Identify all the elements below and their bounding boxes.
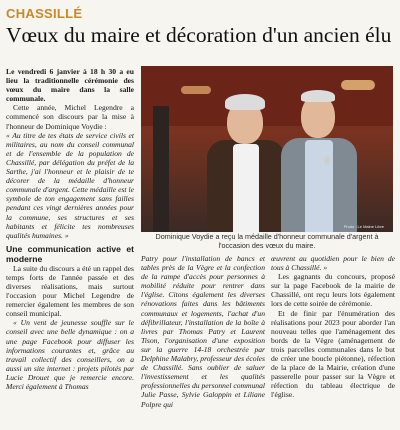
- subheading: Une communication active et moderne: [6, 243, 134, 264]
- article-photo: [141, 66, 393, 232]
- person-right: [279, 82, 359, 232]
- body-paragraph: Cette année, Michel Legendre a commencé son discours par la mise à l'honneur de Dominique Voydie :: [6, 103, 134, 131]
- column-1: [6, 67, 134, 391]
- body-paragraph: Les gagnants du concours, proposé sur la page Facebook de la mairie de Chassillé, ont reçu leurs lots également lors de cette soirée de cérémonie.: [271, 272, 395, 309]
- quote-paragraph: « Un vent de jeunesse souffle sur le conseil avec une belle dynamique : on a une page Facebook pour diffuser les informations courantes et, grâce au travail collectif des conseillers, on a aussi un site internet : projets pilotés par Lucie Drouet que je remercie encore. Merci également à Thomas: [6, 318, 134, 391]
- body-paragraph: Et de finir par l'énumération des réalisations pour 2023 pour aborder l'an nouveau telles que l'aménagement des bords de la Vègre (aménagement de trois parcelles communales dans le but de créer une boucle piétonne), réfection de la place de la Mairie, création d'une passerelle pour passer sur la Vègre et réfection du tableau électrique de l'église.: [271, 308, 395, 400]
- column-3: [271, 254, 395, 400]
- quote-paragraph: « Au titre de tes états de service civils et militaires, au nom du conseil communal et de l'ensemble de la population de Chassillé, par délégation du préfet de la Sarthe, j'ai l'honneur et le plaisir de te décorer de la médaille d'honneur communale d'argent. Cette médaille est le symbole de ton engagement sans failles pendant ces vingt dernières années pour la commune, ses structures et ses habitants et félicite tes nombreuses qualités humaines. »: [6, 130, 134, 240]
- body-paragraph: La suite du discours a été un rappel des temps forts de l'année passée et des diverses réalisations, mais surtout l'occasion pour Michel Legendre de remercier également les membres de son conseil municipal.: [6, 263, 134, 319]
- medal-icon: [324, 156, 330, 165]
- lead-paragraph: Le vendredi 6 janvier à 18 h 30 a eu lieu la traditionnelle cérémonie des vœux du maire dans la salle communale.: [6, 67, 134, 104]
- photo-caption: Dominique Voydie a reçu la médaille d'honneur communale d'argent à l'occasion des vœux du maire.: [155, 232, 379, 250]
- headline: Vœux du maire et décoration d'un ancien élu: [6, 23, 392, 47]
- section-kicker: CHASSILLÉ: [6, 6, 83, 21]
- pillar: [153, 106, 169, 232]
- person-left: [203, 86, 289, 232]
- photo-credit: Photo : Le Maine Libre: [343, 224, 384, 229]
- shirt: [233, 144, 259, 232]
- column-2: [141, 254, 265, 409]
- shirt: [305, 140, 333, 232]
- hair: [301, 90, 335, 102]
- quote-paragraph: œuvrent au quotidien pour le bien de tous à Chassillé. »: [271, 254, 395, 273]
- hair: [225, 94, 265, 110]
- quote-paragraph: Patry pour l'installation de bancs et tables près de la Vègre et la confection de la rampe d'accès pour personnes à mobilité réduite pour rentrer dans l'église. Citons également les diverses rénovations faites dans les bâtiments communaux et logements, l'achat d'un défibrillateur, l'installation de la boîte à livres par Thomas Patry et Laurent Tison, l'organisation d'une exposition sur la guerre 14-18 orchestrée par Delphine Malabry, professeur des écoles de Chassillé. Sans oublier de saluer l'investissement et les qualités professionnelles du personnel communal Julie Passe, Sylvie Galoppin et Liliane Polpre qui: [141, 254, 265, 409]
